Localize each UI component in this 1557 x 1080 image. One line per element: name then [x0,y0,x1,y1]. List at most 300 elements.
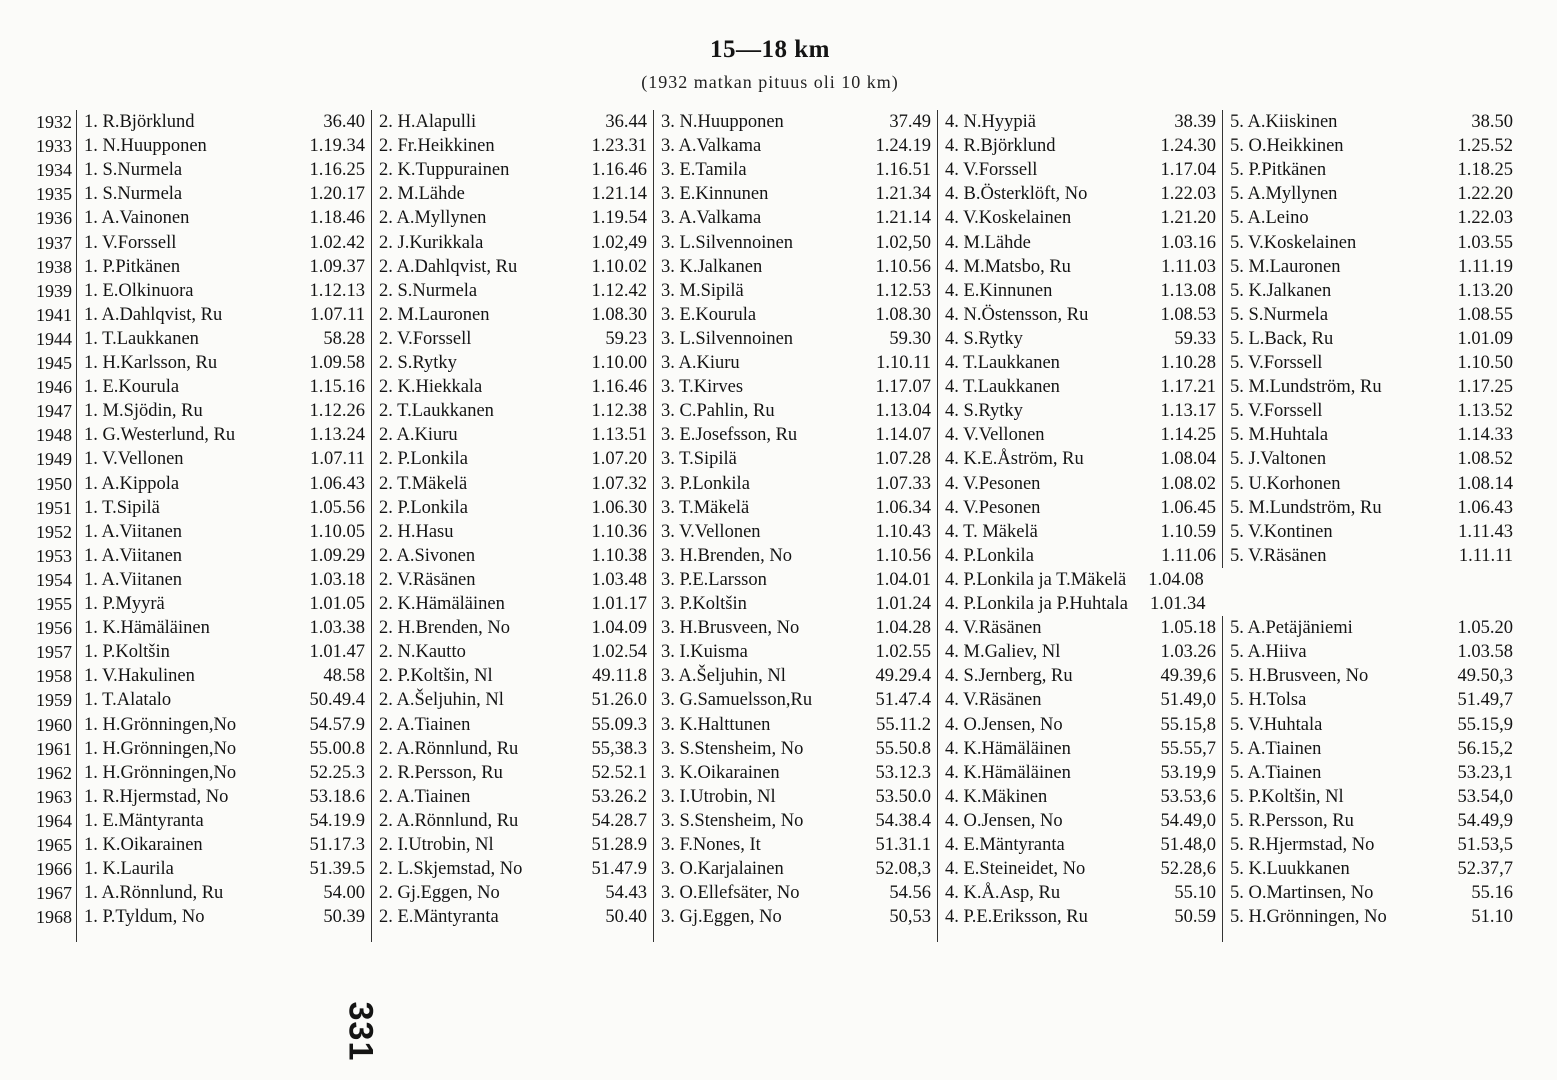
athlete-name: 4. R.Björklund [945,136,1056,157]
result-time: 53.26.2 [591,786,647,807]
athlete-name: 1. E.Kourula [84,377,180,398]
result-cell-place-4 [939,279,1222,303]
result-cell-place-3 [655,496,937,520]
year-cell: 1941 [36,304,72,325]
athlete-name: 3. M.Sipilä [661,280,744,301]
athlete-name: 5. V.Forssell [1230,401,1323,422]
result-time: 1.10.36 [591,521,647,542]
athlete-name: 5. O.Martinsen, No [1230,883,1374,904]
athlete-name: 3. O.Karjalainen [661,859,784,880]
result-cell-place-2 [373,134,653,158]
result-cell-place-4 [939,664,1222,688]
result-cell-place-5 [1224,785,1519,809]
result-time: 1.03.55 [1457,232,1513,253]
result-cell-place-1 [78,255,371,279]
result-cell-place-1 [78,809,371,833]
athlete-name: 2. P.Koltšin, Nl [379,666,493,687]
result-cell-place-4 [939,158,1222,182]
athlete-name: 4. V.Pesonen [945,497,1041,518]
athlete-name: 3. E.Kourula [661,304,757,325]
athlete-name: 1. T.Laukkanen [84,328,199,349]
athlete-name: 5. A.Kiiskinen [1230,112,1338,132]
athlete-name: 3. P.Lonkila [661,473,750,494]
result-time: 58.28 [323,328,365,349]
result-time: 59.33 [1174,328,1216,349]
result-time: 1.14.33 [1457,425,1513,446]
result-time: 1.16.46 [591,160,647,181]
athlete-name: 3. N.Huupponen [661,112,784,132]
athlete-name: 1. G.Westerlund, Ru [84,425,236,446]
athlete-name: 3. T.Kirves [661,377,744,398]
result-time: 1.01.17 [591,594,647,614]
result-cell-place-3 [655,303,937,327]
athlete-name: 1. T.Sipilä [84,497,160,518]
athlete-name: 1. K.Oikarainen [84,835,203,855]
result-time: 1.15.16 [309,377,365,398]
athlete-name: 4. B.Österklöft, No [945,184,1088,205]
athlete-name: 2. T.Mäkelä [379,473,468,494]
result-time: 38.39 [1174,112,1216,132]
result-cell-place-2 [373,110,653,134]
result-time: 51.47.4 [875,690,931,711]
result-cell-place-5 [1224,375,1519,399]
result-cell-place-2 [373,640,653,664]
result-time: 54.43 [605,883,647,904]
result-time: 1.12.26 [309,401,365,422]
result-cell-place-4 [939,351,1222,375]
result-cell-place-2 [373,568,653,592]
result-cell-place-1 [78,664,371,688]
result-time: 1.03.16 [1160,232,1216,253]
athlete-name: 4. K.Mäkinen [945,786,1048,807]
result-cell-place-4 [939,688,1222,712]
year-cell: 1954 [36,569,72,590]
result-time: 1.03.26 [1160,642,1216,663]
second-place-column [373,110,654,942]
athlete-name: 2. T.Laukkanen [379,401,494,422]
result-cell-place-1 [78,737,371,761]
result-cell-place-2 [373,761,653,785]
athlete-name: 5. V.Räsänen [1230,545,1327,566]
result-cell-place-1 [78,399,371,423]
result-time: 1.08.53 [1160,304,1216,325]
result-cell-place-3 [655,737,937,761]
result-time: 1.22.20 [1457,184,1513,205]
result-cell-place-4 [939,134,1222,158]
year-cell: 1936 [36,208,72,229]
athlete-name: 4. V.Pesonen [945,473,1041,494]
athlete-name: 5. M.Lundström, Ru [1230,377,1382,398]
result-time: 1.05.56 [309,497,365,518]
result-time: 1.02.54 [591,642,647,663]
athlete-name: 4. T.Laukkanen [945,353,1060,373]
result-time: 1.10.56 [875,545,931,566]
result-cell-place-1 [78,279,371,303]
result-time: 1.10.38 [591,545,647,566]
athlete-name: 1. T.Alatalo [84,690,172,711]
athlete-name: 5. K.Jalkanen [1230,280,1332,301]
year-cell: 1953 [36,545,72,566]
athlete-name: 3. V.Vellonen [661,521,761,542]
result-cell-place-4 [939,881,1222,905]
result-time: 1.01.24 [875,594,931,614]
athlete-name: 3. I.Kuisma [661,642,748,663]
athlete-name: 4. M.Lähde [945,232,1031,253]
result-time: 1.17.25 [1457,377,1513,398]
result-cell-place-5 [1224,231,1519,255]
result-time: 1.07.20 [591,449,647,470]
result-time: 1.13.08 [1160,280,1216,301]
shared-fourth-place-row [945,592,1205,616]
result-time: 1.13.51 [591,425,647,446]
result-time: 51.48,0 [1160,835,1216,855]
result-cell-place-4 [939,616,1222,640]
result-cell-place-3 [655,761,937,785]
result-time: 51.28.9 [591,835,647,855]
result-time: 55.00.8 [309,738,365,759]
result-cell-place-3 [655,327,937,351]
result-cell-place-4 [939,110,1222,134]
athlete-name: 2. A.Rönnlund, Ru [379,810,519,831]
year-cell: 1968 [36,907,72,928]
result-time: 52.28,6 [1160,859,1216,880]
athlete-name: 3. C.Pahlin, Ru [661,401,775,422]
athlete-name: 1. P.Pitkänen [84,256,181,277]
athlete-name: 1. H.Grönningen,No [84,738,237,759]
result-time: 1.12.42 [591,280,647,301]
athlete-name: 5. J.Valtonen [1230,449,1327,470]
athlete-name: 5. V.Koskelainen [1230,232,1357,253]
result-time: 1.17.21 [1160,377,1216,398]
result-cell-place-1 [78,327,371,351]
result-cell-place-3 [655,231,937,255]
athlete-name: 4. V.Vellonen [945,425,1045,446]
result-cell-place-1 [78,785,371,809]
first-place-column [78,110,372,942]
athlete-name: 2. S.Nurmela [379,280,478,301]
result-time: 1.13.17 [1160,401,1216,422]
result-time: 53.12.3 [875,762,931,783]
result-time: 1.08.14 [1457,473,1513,494]
result-time: 1.11.03 [1161,256,1216,277]
result-time: 1.22.03 [1160,184,1216,205]
result-time: 38.50 [1471,112,1513,132]
result-time: 1.08.52 [1457,449,1513,470]
athlete-name: 1. A.Vainonen [84,208,190,229]
result-cell-place-2 [373,809,653,833]
result-cell-place-3 [655,616,937,640]
result-time: 53.50.0 [875,786,931,807]
result-cell-place-5 [1224,688,1519,712]
result-cell-place-1 [78,231,371,255]
result-time: 53.18.6 [309,786,365,807]
result-cell-place-2 [373,375,653,399]
athlete-name: 2. S.Rytky [379,353,457,373]
athlete-name: 2. P.Lonkila [379,449,468,470]
athlete-name: 1. P.Myyrä [84,594,165,614]
athlete-name: 1. K.Hämäläinen [84,618,210,639]
athlete-name: 3. O.Ellefsäter, No [661,883,800,904]
year-cell: 1950 [36,473,72,494]
result-cell-place-5 [1224,206,1519,230]
result-time: 1.10.59 [1160,521,1216,542]
athlete-name: 2. A.Tiainen [379,786,471,807]
result-cell-place-3 [655,568,937,592]
athlete-name: 3. K.Jalkanen [661,256,763,277]
result-time: 1.07.33 [875,473,931,494]
result-time: 1.01.34 [1149,594,1206,614]
athlete-name: 1. V.Hakulinen [84,666,195,687]
athlete-name: 5. A.Leino [1230,208,1309,229]
athlete-name: 5. A.Petäjäniemi [1230,618,1353,639]
result-time: 1.03.18 [309,569,365,590]
athlete-name: 1. A.Viitanen [84,569,183,590]
athlete-name: 3. P.Koltšin [661,594,747,614]
year-cell: 1963 [36,786,72,807]
result-cell-place-1 [78,592,371,616]
result-cell-place-1 [78,833,371,857]
result-cell-place-3 [655,520,937,544]
athlete-name: 5. K.Luukkanen [1230,859,1350,880]
result-time: 1.16.46 [591,377,647,398]
result-cell-place-3 [655,785,937,809]
result-cell-place-3 [655,544,937,568]
result-time: 1.06.34 [875,497,931,518]
result-time: 48.58 [323,666,365,687]
result-cell-place-4 [939,303,1222,327]
result-cell-place-5 [1224,110,1519,134]
result-time: 55.15,8 [1160,714,1216,735]
result-cell-place-3 [655,110,937,134]
athlete-name: 2. M.Lauronen [379,304,490,325]
result-cell-place-5 [1224,496,1519,520]
result-cell-place-5 [1224,761,1519,785]
athlete-name: 3. E.Tamila [661,160,747,181]
result-time: 1.01.05 [309,594,365,614]
result-time: 1.21.20 [1160,208,1216,229]
athlete-name: 1. A.Dahlqvist, Ru [84,304,223,325]
result-cell-place-1 [78,688,371,712]
result-time: 54.38.4 [875,810,931,831]
result-cell-place-5 [1224,713,1519,737]
athlete-name: 3. K.Halttunen [661,714,771,735]
result-cell-place-1 [78,713,371,737]
result-time: 1.11.11 [1458,545,1513,566]
result-cell-place-2 [373,833,653,857]
year-cell: 1952 [36,521,72,542]
result-time: 1.17.07 [875,377,931,398]
result-time: 1.10.05 [309,521,365,542]
athlete-name: 3. P.E.Larsson [661,569,767,590]
athlete-name: 5. H.Grönningen, No [1230,907,1387,928]
result-time: 52.37,7 [1457,859,1513,880]
result-time: 54.49,9 [1457,810,1513,831]
result-time: 1.02.42 [309,232,365,253]
result-time: 1.18.46 [309,208,365,229]
athlete-name: 2. V.Räsänen [379,569,476,590]
result-cell-place-2 [373,737,653,761]
result-time: 51.49,7 [1457,690,1513,711]
result-cell-place-4 [939,905,1222,929]
result-cell-place-4 [939,206,1222,230]
year-cell: 1951 [36,497,72,518]
athlete-name: 4. K.Å.Asp, Ru [945,883,1061,904]
athlete-name: 2. K.Hiekkala [379,377,483,398]
page-number: 331 [341,1001,380,1062]
result-cell-place-5 [1224,134,1519,158]
result-cell-place-2 [373,472,653,496]
athlete-name: 3. K.Oikarainen [661,762,780,783]
result-cell-place-5 [1224,520,1519,544]
athlete-name: 1. A.Viitanen [84,521,183,542]
result-time: 1.04.28 [875,618,931,639]
result-time: 1.13.20 [1457,280,1513,301]
athlete-name: 4. K.Hämäläinen [945,762,1071,783]
result-cell-place-5 [1224,544,1519,568]
result-cell-place-3 [655,447,937,471]
athlete-name: 2. I.Utrobin, Nl [379,835,494,855]
result-cell-place-1 [78,351,371,375]
result-cell-place-4 [939,785,1222,809]
result-time: 1.23.31 [591,136,647,157]
result-time: 1.12.13 [309,280,365,301]
result-cell-place-5 [1224,809,1519,833]
result-time: 50.59 [1174,907,1216,928]
athlete-name: 5. O.Heikkinen [1230,136,1344,157]
athlete-name: 5. A.Hiiva [1230,642,1307,663]
year-cell: 1947 [36,401,72,422]
third-place-column [655,110,938,942]
result-cell-place-2 [373,423,653,447]
result-time: 51.17.3 [309,835,365,855]
result-cell-place-3 [655,833,937,857]
result-cell-place-5 [1224,447,1519,471]
athlete-name: 5. H.Brusveen, No [1230,666,1369,687]
result-cell-place-4 [939,544,1222,568]
result-time: 50.40 [605,907,647,928]
athlete-name: 5. P.Koltšin, Nl [1230,786,1344,807]
athlete-name: 1. M.Sjödin, Ru [84,401,203,422]
result-time: 1.16.51 [875,160,931,181]
result-time: 59.30 [889,328,931,349]
page-subtitle: (1932 matkan pituus oli 10 km) [641,72,899,92]
athlete-name: 4. P.E.Eriksson, Ru [945,907,1088,928]
athlete-name: 3. A.Kiuru [661,353,740,373]
athlete-name: 2. A.Tiainen [379,714,471,735]
result-time: 1.06.45 [1160,497,1216,518]
result-time: 53.23,1 [1457,762,1513,783]
result-cell-place-1 [78,134,371,158]
athlete-name: 2. N.Kautto [379,642,466,663]
result-cell-place-1 [78,375,371,399]
athlete-name: 3. S.Stensheim, No [661,810,804,831]
result-cell-place-2 [373,231,653,255]
athlete-name: 2. A.Dahlqvist, Ru [379,256,518,277]
result-cell-place-4 [939,713,1222,737]
result-time: 59.23 [605,328,647,349]
result-time: 1.01.47 [309,642,365,663]
result-cell-place-5 [1224,472,1519,496]
result-time: 1.12.53 [875,280,931,301]
result-cell-place-3 [655,713,937,737]
result-time: 1.19.34 [309,136,365,157]
athlete-name: 5. V.Huhtala [1230,714,1323,735]
result-cell-place-5 [1224,279,1519,303]
result-cell-place-1 [78,857,371,881]
result-cell-place-1 [78,881,371,905]
result-cell-place-1 [78,544,371,568]
year-column [22,110,77,942]
result-cell-place-3 [655,375,937,399]
result-time: 1.04.08 [1148,569,1204,590]
result-time: 51.47.9 [591,859,647,880]
athlete-name: 3. A.Valkama [661,136,762,157]
athlete-name: 2. R.Persson, Ru [379,762,503,783]
result-time: 1.10.02 [591,256,647,277]
result-cell-place-2 [373,857,653,881]
result-time: 1.07.11 [310,304,365,325]
result-time: 1.14.25 [1160,425,1216,446]
athlete-name: 2. Gj.Eggen, No [379,883,500,904]
year-cell: 1946 [36,377,72,398]
athlete-name: 2. A.Myllynen [379,208,487,229]
athlete-name: 3. F.Nones, It [661,835,761,855]
year-cell: 1935 [36,184,72,205]
result-time: 1.22.03 [1457,208,1513,229]
athlete-name: 4. P.Lonkila ja T.Mäkelä [945,569,1127,590]
athlete-name: 2. K.Tuppurainen [379,160,510,181]
result-cell-place-3 [655,279,937,303]
result-time: 1.08.30 [875,304,931,325]
result-time: 1.11.19 [1458,256,1513,277]
result-cell-place-5 [1224,158,1519,182]
athlete-name: 3. E.Kinnunen [661,184,769,205]
result-time: 1.13.52 [1457,401,1513,422]
result-time: 53.53,6 [1160,786,1216,807]
result-cell-place-2 [373,592,653,616]
athlete-name: 2. H.Alapulli [379,112,477,132]
result-cell-place-2 [373,206,653,230]
athlete-name: 1. R.Hjermstad, No [84,786,229,807]
athlete-name: 2. A.Kiuru [379,425,458,446]
result-cell-place-3 [655,472,937,496]
athlete-name: 4. E.Kinnunen [945,280,1053,301]
result-time: 1.01.09 [1457,328,1513,349]
result-cell-place-5 [1224,423,1519,447]
athlete-name: 2. H.Hasu [379,521,454,542]
result-cell-place-2 [373,881,653,905]
result-time: 1.05.18 [1160,618,1216,639]
result-time: 55.16 [1471,883,1513,904]
result-cell-place-4 [939,327,1222,351]
result-time: 1.19.54 [591,208,647,229]
result-time: 52.25.3 [309,762,365,783]
result-time: 1.09.58 [309,353,365,373]
result-time: 37.49 [889,112,931,132]
athlete-name: 3. G.Samuelsson,Ru [661,690,813,711]
athlete-name: 5. A.Myllynen [1230,184,1338,205]
year-cell: 1955 [36,594,72,614]
result-cell-place-2 [373,905,653,929]
athlete-name: 3. H.Brusveen, No [661,618,800,639]
result-time: 1.02,50 [875,232,931,253]
result-cell-place-5 [1224,182,1519,206]
result-time: 49.39,6 [1160,666,1216,687]
result-cell-place-3 [655,664,937,688]
result-cell-place-1 [78,158,371,182]
athlete-name: 3. H.Brenden, No [661,545,793,566]
athlete-name: 4. P.Lonkila ja P.Huhtala [945,594,1128,614]
